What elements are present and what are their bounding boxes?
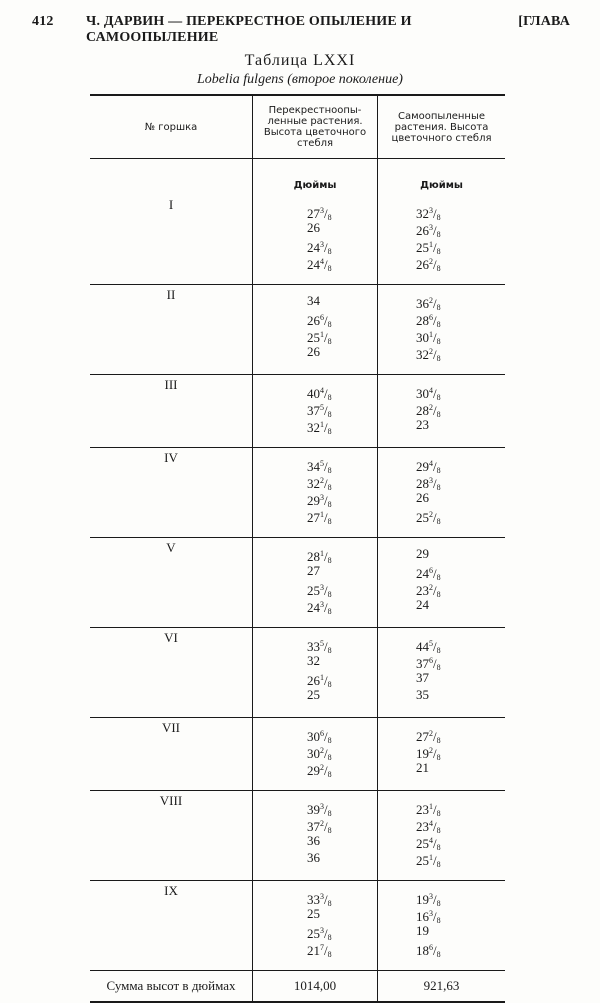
crossed-height-value: $33^5/_8$ (307, 639, 332, 655)
crossed-height-value: 25 (307, 906, 320, 921)
table-row (90, 538, 505, 627)
pot-number: VII (161, 720, 181, 735)
crossed-height-value: 34 (307, 293, 320, 308)
crossed-height-value: $24^3/_8$ (307, 240, 332, 256)
crossed-height-value: $29^2/_8$ (307, 763, 332, 779)
crossed-height-value: $37^5/_8$ (307, 403, 332, 419)
self-height-value: $19^2/_8$ (416, 746, 441, 762)
data-table (90, 94, 505, 1003)
self-height-value: $30^4/_8$ (416, 386, 441, 402)
self-height-value: $36^2/_8$ (416, 296, 441, 312)
self-height-value: $32^2/_8$ (416, 347, 441, 363)
crossed-height-value: $26^1/_8$ (307, 673, 332, 689)
units-row (90, 159, 505, 195)
table-body (90, 195, 505, 970)
self-height-value: $27^2/_8$ (416, 729, 441, 745)
self-height-value: 23 (416, 417, 429, 432)
col-header-crossed: Перекрестноопы-ленные растения. Высота цветочного стебля (252, 96, 377, 158)
sum-self: 921,63 (377, 971, 505, 1001)
crossed-height-value: $25^3/_8$ (307, 926, 332, 942)
self-height-value: $28^6/_8$ (416, 313, 441, 329)
crossed-height-value: $24^4/_8$ (307, 257, 332, 273)
table-row (90, 718, 505, 790)
self-height-value: $25^1/_8$ (416, 240, 441, 256)
pot-number: III (164, 377, 178, 392)
table-header-row (90, 96, 505, 158)
table-row (90, 448, 505, 537)
self-height-value: $28^2/_8$ (416, 403, 441, 419)
self-height-value: $23^2/_8$ (416, 583, 441, 599)
self-height-value: $16^3/_8$ (416, 909, 441, 925)
crossed-height-value: $27^1/_8$ (307, 510, 332, 526)
self-height-value: $25^1/_8$ (416, 853, 441, 869)
self-height-value: $18^6/_8$ (416, 943, 441, 959)
table-row (90, 628, 505, 717)
self-height-value: $29^4/_8$ (416, 459, 441, 475)
crossed-height-value: $29^3/_8$ (307, 493, 332, 509)
unit-self: Дюймы (377, 159, 505, 195)
pot-number: I (168, 197, 174, 212)
crossed-height-value: $40^4/_8$ (307, 386, 332, 402)
self-height-value: 35 (416, 687, 429, 702)
crossed-height-value: 25 (307, 687, 320, 702)
col-header-self: Самоопыленные растения. Высота цветочного стебля (377, 96, 505, 158)
chapter-marker: [ГЛАВА (518, 14, 570, 29)
crossed-height-value: $25^1/_8$ (307, 330, 332, 346)
pot-number: VI (164, 630, 178, 645)
table-row (90, 375, 505, 447)
pot-number: V (166, 540, 176, 555)
col-header-pot: № горшка (144, 121, 198, 133)
unit-crossed: Дюймы (252, 159, 377, 195)
self-height-value: $44^5/_8$ (416, 639, 441, 655)
self-height-value: $23^1/_8$ (416, 802, 441, 818)
self-height-value: 21 (416, 760, 429, 775)
sum-label: Сумма высот в дюймах (106, 978, 236, 993)
crossed-height-value: $24^3/_8$ (307, 600, 332, 616)
self-height-value: 26 (416, 490, 429, 505)
self-height-value: $26^3/_8$ (416, 223, 441, 239)
self-height-value: $23^4/_8$ (416, 819, 441, 835)
crossed-height-value: 27 (307, 563, 320, 578)
pot-number: II (166, 287, 176, 302)
self-height-value: $25^4/_8$ (416, 836, 441, 852)
crossed-height-value: 32 (307, 653, 320, 668)
crossed-height-value: $32^2/_8$ (307, 476, 332, 492)
crossed-height-value: $33^3/_8$ (307, 892, 332, 908)
crossed-height-value: $28^1/_8$ (307, 549, 332, 565)
table-row (90, 285, 505, 374)
self-height-value: 37 (416, 670, 429, 685)
crossed-height-value: $37^2/_8$ (307, 819, 332, 835)
crossed-height-value: $30^6/_8$ (307, 729, 332, 745)
table-row (90, 195, 505, 284)
sum-crossed: 1014,00 (252, 971, 377, 1001)
self-height-value: $32^3/_8$ (416, 206, 441, 222)
crossed-height-value: $32^1/_8$ (307, 420, 332, 436)
crossed-height-value: $30^2/_8$ (307, 746, 332, 762)
self-height-value: 19 (416, 923, 429, 938)
self-height-value: $30^1/_8$ (416, 330, 441, 346)
self-height-value: $26^2/_8$ (416, 257, 441, 273)
self-height-value: 29 (416, 546, 429, 561)
crossed-height-value: $39^3/_8$ (307, 802, 332, 818)
table-row (90, 881, 505, 970)
running-title: Ч. ДАРВИН — ПЕРЕКРЕСТНОЕ ОПЫЛЕНИЕ И САМООПЫЛЕНИЕ (86, 14, 412, 45)
crossed-height-value: 36 (307, 833, 320, 848)
page-header (32, 14, 570, 45)
self-height-value: $37^6/_8$ (416, 656, 441, 672)
pot-number: IX (164, 883, 178, 898)
self-height-value: $19^3/_8$ (416, 892, 441, 908)
self-height-value: $28^3/_8$ (416, 476, 441, 492)
table-subtitle: Lobelia fulgens (второе поколение) (197, 72, 403, 87)
crossed-height-value: 36 (307, 850, 320, 865)
crossed-height-value: $27^3/_8$ (307, 206, 332, 222)
pot-number: VIII (159, 793, 183, 808)
page-number: 412 (32, 14, 54, 29)
table-row (90, 791, 505, 880)
self-height-value: $24^6/_8$ (416, 566, 441, 582)
crossed-height-value: $26^6/_8$ (307, 313, 332, 329)
table-title: Таблица LXXI (244, 52, 356, 69)
sum-row (90, 971, 505, 1001)
crossed-height-value: 26 (307, 220, 320, 235)
self-height-value: $25^2/_8$ (416, 510, 441, 526)
self-height-value: 24 (416, 597, 429, 612)
crossed-height-value: $21^7/_8$ (307, 943, 332, 959)
crossed-height-value: $25^3/_8$ (307, 583, 332, 599)
crossed-height-value: $34^5/_8$ (307, 459, 332, 475)
crossed-height-value: 26 (307, 344, 320, 359)
pot-number: IV (164, 450, 178, 465)
